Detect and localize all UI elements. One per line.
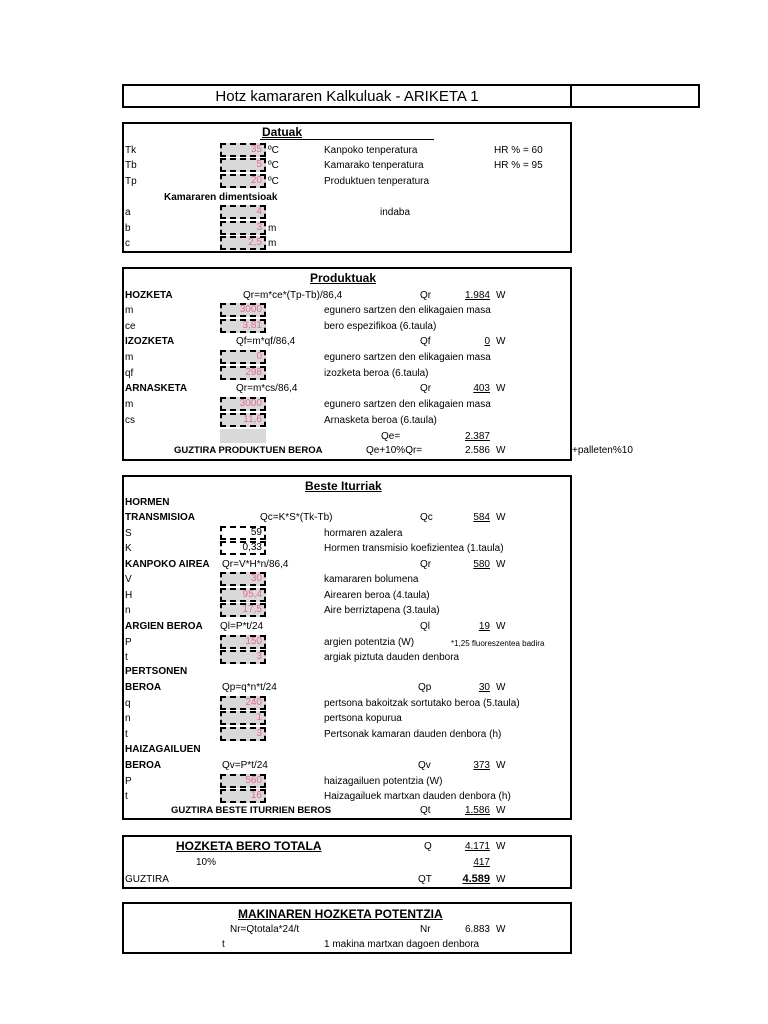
kanpoko-formula: Qr=V*H*n/86,4 [222,559,289,570]
argien-result: 19 [478,621,490,632]
izozketa-qf-desc: izozketa beroa (6.taula) [324,368,429,379]
totala-guztira: GUZTIRA [125,874,169,885]
kanpoko-h-label: H [125,590,133,601]
beste-total-unit: W [496,805,506,816]
produktuak-title: Produktuak [310,271,377,285]
produktuak-total-value: 2.586 [464,445,490,456]
argien-p-label: P [125,637,132,648]
haizagailuen-t-input[interactable]: 16 [220,789,266,803]
haizagailuen-t-desc: Haizagailuek martxan dauden denbora (h) [324,791,511,802]
totala-qt-sym: QT [418,874,432,885]
kanpoko-h-input[interactable]: 95,4 [220,588,266,602]
kanpoko-h-desc: Airearen beroa (4.taula) [324,590,430,601]
grey-filler-cell [220,429,266,443]
pertsonen-t-label: t [125,729,128,740]
arnasketa-cs-label: cs [125,415,135,426]
tp-desc: Produktuen tenperatura [324,176,430,187]
tk-desc: Kanpoko tenperatura [324,145,418,156]
pertsonen-result: 30 [478,682,490,693]
hozketa-m-input[interactable]: 3000 [220,303,266,317]
pertsonen-unit: W [496,682,506,693]
haizagailuen-result: 373 [473,760,490,771]
argien-unit: W [496,621,506,632]
pertsonen-t-input[interactable]: 3 [220,727,266,741]
dimensions-heading: Kamararen dimentsioak [164,192,278,203]
b-unit: m [268,223,277,234]
pertsonen-q-input[interactable]: 240 [220,696,266,710]
tk-input[interactable]: 35 [220,143,266,157]
kanpoko-n-label: n [125,605,131,616]
izozketa-m-input[interactable]: 0 [220,350,266,364]
tb-label: Tb [125,160,137,171]
palleten-note: +palleten%10 [572,445,633,456]
tp-label: Tp [125,176,137,187]
arnasketa-result: 403 [473,383,490,394]
haizagailuen-p-desc: haizagailuen potentzia (W) [324,776,443,787]
argien-formula: Ql=P*t/24 [220,621,264,632]
c-label: c [125,238,130,249]
a-desc: indaba [380,207,411,218]
produktuak-total-formula: Qe+10%Qr= [366,445,423,456]
hozketa-unit: W [496,290,506,301]
haizagailuen-label-2: BEROA [125,760,162,771]
haizagailuen-p-label: P [125,776,132,787]
arnasketa-m-desc: egunero sartzen den elikagaien masa [324,399,491,410]
hormen-s-desc: hormaren azalera [324,528,403,539]
produktuak-total-unit: W [496,445,506,456]
beste-total-sym: Qt [420,805,431,816]
hormen-unit: W [496,512,506,523]
tp-input[interactable]: 20 [220,174,266,188]
datuak-title-line [260,139,434,140]
haizagailuen-sym: Qv [418,760,431,771]
argien-t-input[interactable]: 3 [220,650,266,664]
arnasketa-cs-desc: Arnasketa beroa (6.taula) [324,415,437,426]
argien-label: ARGIEN BEROA [125,621,203,632]
argien-t-label: t [125,652,128,663]
kanpoko-result: 580 [473,559,490,570]
hozketa-m-desc: egunero sartzen den elikagaien masa [324,305,491,316]
pertsonen-q-label: q [125,698,131,709]
totala-q-sym: Q [424,841,432,852]
produktuak-total-label: GUZTIRA PRODUKTUEN BEROA [174,445,323,456]
hozketa-formula: Qr=m*ce*(Tp-Tb)/86,4 [243,290,343,301]
izozketa-unit: W [496,336,506,347]
arnasketa-label: ARNASKETA [125,383,188,394]
hozketa-ce-desc: bero espezifikoa (6.taula) [324,321,437,332]
pertsonen-n-label: n [125,713,131,724]
hormen-k-desc: Hormen transmisio koefizientea (1.taula) [324,543,504,554]
hozketa-label: HOZKETA [125,290,173,301]
makina-title: MAKINAREN HOZKETA POTENTZIA [238,907,443,921]
izozketa-label: IZOZKETA [125,336,175,347]
hozketa-ce-label: ce [125,321,136,332]
tb-input[interactable]: 5 [220,158,266,172]
pertsonen-n-desc: pertsona kopurua [324,713,402,724]
hormen-formula: Qc=K*S*(Tk-Tb) [260,512,333,523]
hormen-sym: Qc [420,512,433,523]
qe-value: 2.387 [464,431,490,442]
arnasketa-m-input[interactable]: 3000 [220,397,266,411]
makina-t-desc: 1 makina martxan dagoen denbora [324,939,480,950]
argien-t-desc: argiak piztuta dauden denbora [324,652,460,663]
hormen-result: 584 [473,512,490,523]
haizagailuen-label-1: HAIZAGAILUEN [125,744,201,755]
totala-qt-unit: W [496,874,506,885]
fluoreszente-note: *1,25 fluoreszentea badira [451,639,545,648]
arnasketa-unit: W [496,383,506,394]
pertsonen-t-desc: Pertsonak kamaran dauden denbora (h) [324,729,502,740]
tb-unit: ºC [268,160,279,171]
pertsonen-formula: Qp=q*n*t/24 [222,682,277,693]
hozketa-ce-input[interactable]: 3,81 [220,319,266,333]
arnasketa-cs-input[interactable]: 11,6 [220,413,266,427]
beste-title: Beste Iturriak [305,479,382,493]
page-title [122,84,572,108]
totala-pct: 10% [196,857,217,868]
tb-hr: HR % = 95 [494,160,543,171]
izozketa-sym: Qf [420,336,431,347]
argien-p-input[interactable]: 150 [220,635,266,649]
hormen-label-1: HORMEN [125,497,170,508]
argien-sym: Ql [420,621,430,632]
kanpoko-v-desc: kamararen bolumena [324,574,419,585]
izozketa-formula: Qf=m*qf/86,4 [236,336,296,347]
makina-value: 6.883 [464,924,490,935]
hozketa-sym: Qr [420,290,432,301]
a-label: a [125,207,131,218]
pertsonen-label-2: BEROA [125,682,162,693]
c-unit: m [268,238,277,249]
page-title-text: Hotz kamararen Kalkuluak - ARIKETA 1 [215,87,479,105]
tk-hr: HR % = 60 [494,145,543,156]
kanpoko-n-desc: Aire berriztapena (3.taula) [324,605,440,616]
izozketa-result: 0 [484,336,490,347]
kanpoko-v-label: V [125,574,132,585]
totala-title: HOZKETA BERO TOTALA [176,839,322,853]
kanpoko-unit: W [496,559,506,570]
argien-p-desc: argien potentzia (W) [324,637,415,648]
hormen-s-input[interactable]: 59 [220,526,266,540]
hormen-k-label: K [125,543,132,554]
arnasketa-m-label: m [125,399,134,410]
datuak-title: Datuak [262,125,303,139]
arnasketa-formula: Qr=m*cs/86,4 [236,383,298,394]
izozketa-m-label: m [125,352,134,363]
beste-total-value: 1.586 [464,805,490,816]
pertsonen-q-desc: pertsona bakoitzak sortutako beroa (5.taula) [324,698,520,709]
totala-q-unit: W [496,841,506,852]
kanpoko-v-input[interactable]: 30 [220,572,266,586]
totala-pct-value: 417 [473,857,490,868]
c-input[interactable]: 2,5 [220,236,266,250]
haizagailuen-p-input[interactable]: 560 [220,774,266,788]
izozketa-qf-label: qf [125,368,134,379]
pertsonen-label-1: PERTSONEN [125,666,188,677]
b-input[interactable]: 3 [220,221,266,235]
makina-unit: W [496,924,506,935]
hozketa-result: 1.984 [464,290,490,301]
makina-formula: Nr=Qtotala*24/t [230,924,300,935]
hozketa-m-label: m [125,305,134,316]
qe-label: Qe= [381,431,401,442]
arnasketa-sym: Qr [420,383,432,394]
b-label: b [125,223,131,234]
hormen-s-label: S [125,528,132,539]
a-input[interactable]: 4 [220,205,266,219]
makina-sym: Nr [420,924,431,935]
tk-unit: ºC [268,145,279,156]
haizagailuen-formula: Qv=P*t/24 [222,760,268,771]
izozketa-qf-input[interactable]: 298 [220,366,266,380]
tk-label: Tk [125,145,137,156]
beste-total-label: GUZTIRA BESTE ITURRIEN BEROS [171,805,332,816]
kanpoko-sym: Qr [420,559,432,570]
title-side-cell [570,84,700,108]
kanpoko-label: KANPOKO AIREA [125,559,210,570]
izozketa-m-desc: egunero sartzen den elikagaien masa [324,352,491,363]
totala-q-value: 4.171 [464,841,490,852]
haizagailuen-unit: W [496,760,506,771]
makina-t-label: t [222,939,225,950]
tb-desc: Kamarako tenperatura [324,160,424,171]
pertsonen-n-input[interactable]: 1 [220,711,266,725]
haizagailuen-t-label: t [125,791,128,802]
hormen-k-input[interactable]: 0,33 [220,541,266,555]
pertsonen-sym: Qp [418,682,432,693]
tp-unit: ºC [268,176,279,187]
hormen-label-2: TRANSMISIOA [125,512,195,523]
totala-qt-value: 4.589 [462,873,490,885]
kanpoko-n-input[interactable]: 17,5 [220,603,266,617]
